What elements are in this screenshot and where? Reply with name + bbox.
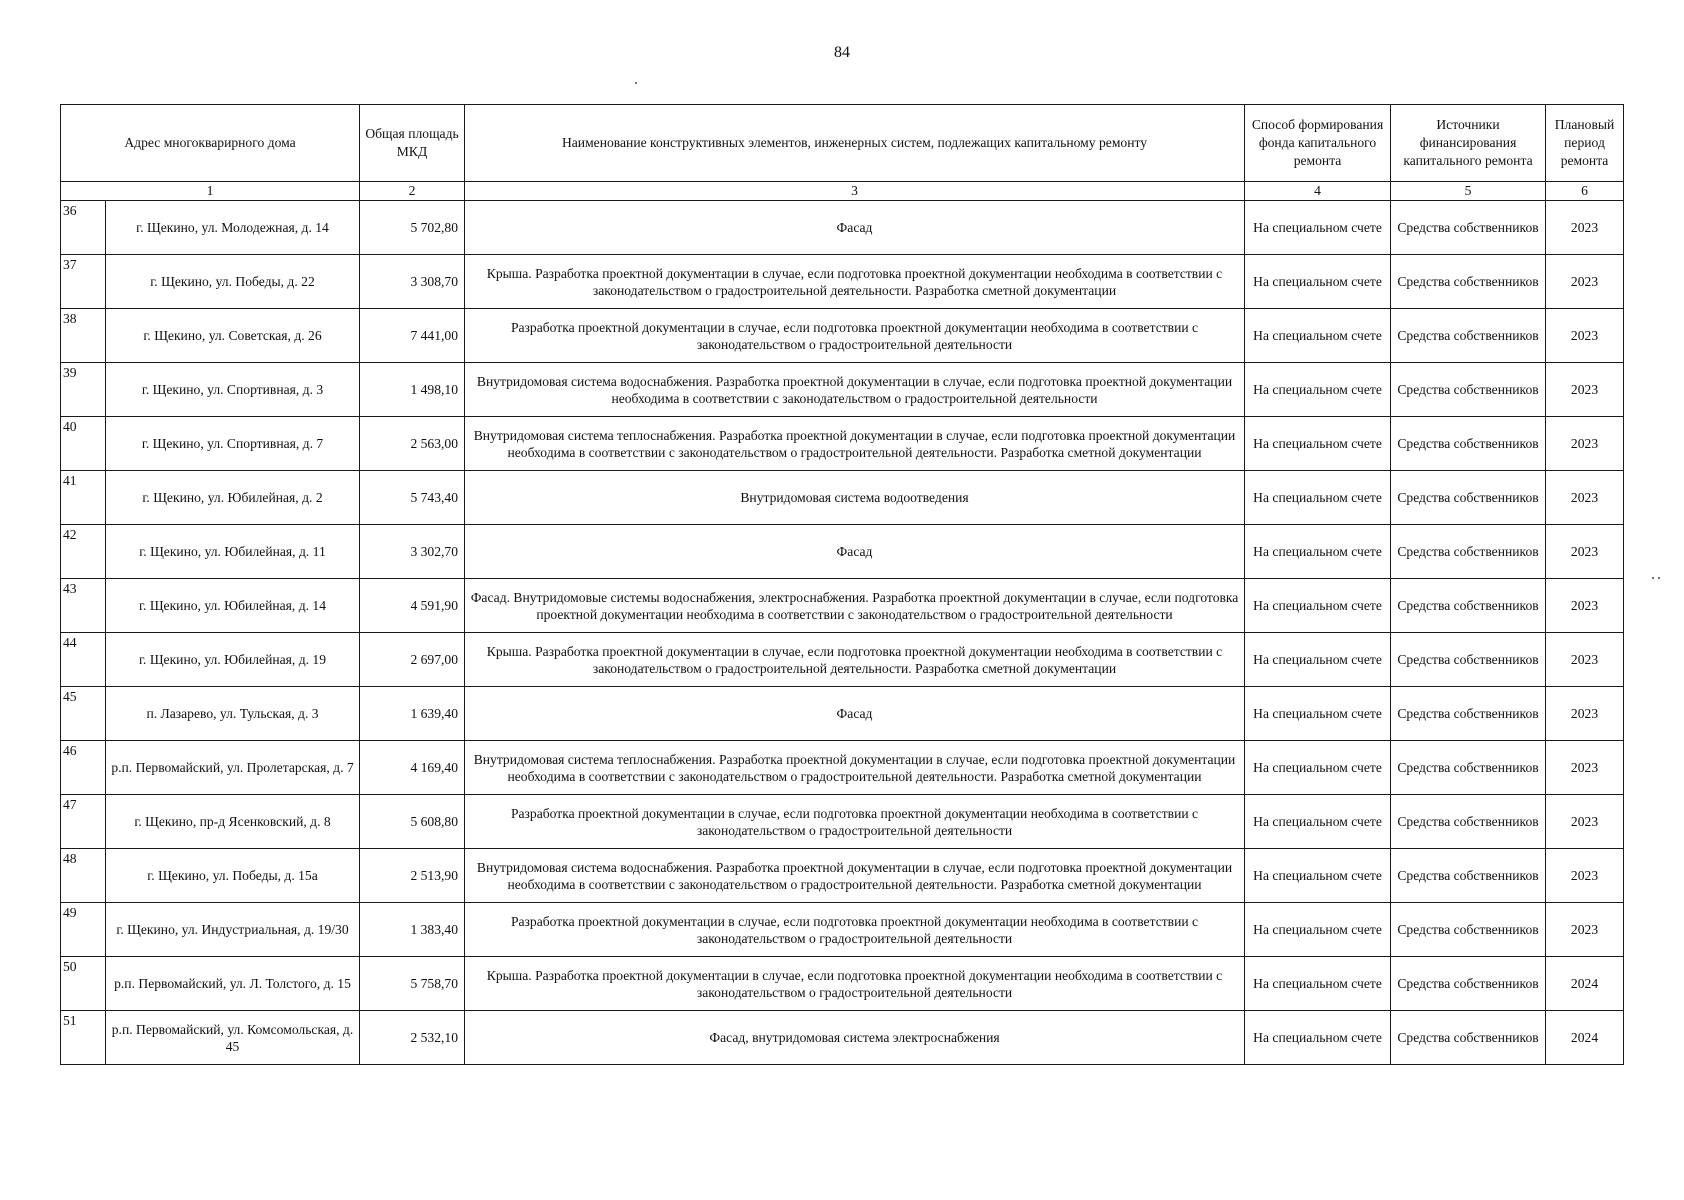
cell-planned-period: 2023 — [1546, 579, 1624, 633]
cell-funding-method: На специальном счете — [1245, 687, 1391, 741]
cell-elements: Разработка проектной документации в случае, если подготовка проектной документации необходима в соответствии с законодательством о градостроительной деятельности — [465, 309, 1245, 363]
column-number: 2 — [360, 182, 465, 201]
scan-speck — [1658, 577, 1660, 579]
cell-address: г. Щекино, ул. Спортивная, д. 3 — [106, 363, 360, 417]
cell-address: р.п. Первомайский, ул. Л. Толстого, д. 15 — [106, 957, 360, 1011]
cell-area: 3 302,70 — [360, 525, 465, 579]
cell-planned-period: 2023 — [1546, 795, 1624, 849]
cell-area: 5 743,40 — [360, 471, 465, 525]
cell-address: п. Лазарево, ул. Тульская, д. 3 — [106, 687, 360, 741]
cell-planned-period: 2023 — [1546, 849, 1624, 903]
cell-elements: Внутридомовая система теплоснабжения. Разработка проектной документации в случае, если подготовка проектной документации необходима в соответствии с законодательством о градостроительной деятельности. Разработка сметной документации — [465, 741, 1245, 795]
row-number: 51 — [61, 1011, 106, 1065]
cell-funding-method: На специальном счете — [1245, 363, 1391, 417]
table-row — [61, 741, 1624, 795]
cell-elements: Фасад — [465, 201, 1245, 255]
cell-funding-method: На специальном счете — [1245, 1011, 1391, 1065]
row-number: 40 — [61, 417, 106, 471]
row-number: 36 — [61, 201, 106, 255]
cell-funding-source: Средства собственников — [1391, 525, 1546, 579]
row-number: 41 — [61, 471, 106, 525]
table-header-row — [61, 105, 1624, 182]
cell-planned-period: 2023 — [1546, 255, 1624, 309]
cell-funding-source: Средства собственников — [1391, 363, 1546, 417]
row-number: 44 — [61, 633, 106, 687]
table-row — [61, 417, 1624, 471]
column-header-elements: Наименование конструктивных элементов, инженерных систем, подлежащих капитальному ремонту — [465, 105, 1245, 182]
cell-elements: Внутридомовая система водоснабжения. Разработка проектной документации в случае, если подготовка проектной документации необходима в соответствии с законодательством о градостроительной деятельности. Разработка сметной документации — [465, 849, 1245, 903]
cell-planned-period: 2023 — [1546, 417, 1624, 471]
cell-planned-period: 2023 — [1546, 363, 1624, 417]
table-row — [61, 903, 1624, 957]
cell-funding-method: На специальном счете — [1245, 579, 1391, 633]
cell-planned-period: 2023 — [1546, 903, 1624, 957]
cell-elements: Крыша. Разработка проектной документации в случае, если подготовка проектной документации необходима в соответствии с законодательством о градостроительной деятельности — [465, 957, 1245, 1011]
column-header-area: Общая площадь МКД — [360, 105, 465, 182]
cell-funding-source: Средства собственников — [1391, 849, 1546, 903]
row-number: 38 — [61, 309, 106, 363]
table-row — [61, 255, 1624, 309]
cell-planned-period: 2024 — [1546, 1011, 1624, 1065]
table-row — [61, 471, 1624, 525]
cell-area: 5 608,80 — [360, 795, 465, 849]
table-row — [61, 579, 1624, 633]
cell-elements: Фасад — [465, 687, 1245, 741]
cell-address: г. Щекино, ул. Победы, д. 22 — [106, 255, 360, 309]
cell-address: г. Щекино, ул. Юбилейная, д. 2 — [106, 471, 360, 525]
cell-address: г. Щекино, ул. Спортивная, д. 7 — [106, 417, 360, 471]
cell-funding-source: Средства собственников — [1391, 417, 1546, 471]
table-row — [61, 633, 1624, 687]
scan-speck — [635, 82, 637, 84]
cell-area: 4 169,40 — [360, 741, 465, 795]
cell-planned-period: 2023 — [1546, 633, 1624, 687]
row-number: 37 — [61, 255, 106, 309]
column-number: 3 — [465, 182, 1245, 201]
cell-funding-method: На специальном счете — [1245, 903, 1391, 957]
row-number: 43 — [61, 579, 106, 633]
cell-address: р.п. Первомайский, ул. Пролетарская, д. 7 — [106, 741, 360, 795]
column-number: 4 — [1245, 182, 1391, 201]
table-row — [61, 201, 1624, 255]
cell-area: 5 702,80 — [360, 201, 465, 255]
row-number: 47 — [61, 795, 106, 849]
table-row — [61, 957, 1624, 1011]
cell-address: г. Щекино, ул. Юбилейная, д. 14 — [106, 579, 360, 633]
cell-planned-period: 2023 — [1546, 201, 1624, 255]
cell-funding-source: Средства собственников — [1391, 579, 1546, 633]
cell-funding-method: На специальном счете — [1245, 471, 1391, 525]
cell-funding-source: Средства собственников — [1391, 201, 1546, 255]
cell-funding-method: На специальном счете — [1245, 741, 1391, 795]
cell-address: г. Щекино, ул. Юбилейная, д. 19 — [106, 633, 360, 687]
table-row — [61, 525, 1624, 579]
cell-address: г. Щекино, ул. Победы, д. 15а — [106, 849, 360, 903]
cell-area: 4 591,90 — [360, 579, 465, 633]
cell-area: 2 532,10 — [360, 1011, 465, 1065]
cell-planned-period: 2024 — [1546, 957, 1624, 1011]
cell-funding-method: На специальном счете — [1245, 633, 1391, 687]
cell-address: р.п. Первомайский, ул. Комсомольская, д. 45 — [106, 1011, 360, 1065]
cell-area: 7 441,00 — [360, 309, 465, 363]
cell-planned-period: 2023 — [1546, 687, 1624, 741]
row-number: 45 — [61, 687, 106, 741]
cell-funding-method: На специальном счете — [1245, 201, 1391, 255]
column-number-row — [61, 182, 1624, 201]
table-row — [61, 795, 1624, 849]
cell-area: 1 498,10 — [360, 363, 465, 417]
cell-funding-source: Средства собственников — [1391, 1011, 1546, 1065]
cell-planned-period: 2023 — [1546, 471, 1624, 525]
cell-area: 1 639,40 — [360, 687, 465, 741]
cell-funding-method: На специальном счете — [1245, 849, 1391, 903]
cell-area: 2 697,00 — [360, 633, 465, 687]
table-row — [61, 849, 1624, 903]
table-row — [61, 1011, 1624, 1065]
cell-funding-method: На специальном счете — [1245, 525, 1391, 579]
row-number: 46 — [61, 741, 106, 795]
cell-funding-source: Средства собственников — [1391, 471, 1546, 525]
cell-address: г. Щекино, ул. Советская, д. 26 — [106, 309, 360, 363]
cell-elements: Разработка проектной документации в случае, если подготовка проектной документации необходима в соответствии с законодательством о градостроительной деятельности — [465, 903, 1245, 957]
column-number: 5 — [1391, 182, 1546, 201]
cell-address: г. Щекино, ул. Молодежная, д. 14 — [106, 201, 360, 255]
row-number: 49 — [61, 903, 106, 957]
cell-funding-source: Средства собственников — [1391, 633, 1546, 687]
cell-funding-method: На специальном счете — [1245, 795, 1391, 849]
cell-planned-period: 2023 — [1546, 309, 1624, 363]
row-number: 48 — [61, 849, 106, 903]
cell-planned-period: 2023 — [1546, 525, 1624, 579]
cell-area: 5 758,70 — [360, 957, 465, 1011]
cell-funding-source: Средства собственников — [1391, 309, 1546, 363]
cell-area: 1 383,40 — [360, 903, 465, 957]
cell-elements: Фасад, внутридомовая система электроснабжения — [465, 1011, 1245, 1065]
cell-elements: Фасад. Внутридомовые системы водоснабжения, электроснабжения. Разработка проектной документации в случае, если подготовка проектной документации необходима в соответствии с законодательством о градостроительной деятельности — [465, 579, 1245, 633]
cell-funding-source: Средства собственников — [1391, 255, 1546, 309]
row-number: 50 — [61, 957, 106, 1011]
cell-elements: Крыша. Разработка проектной документации в случае, если подготовка проектной документации необходима в соответствии с законодательством о градостроительной деятельности. Разработка сметной документации — [465, 255, 1245, 309]
cell-elements: Разработка проектной документации в случае, если подготовка проектной документации необходима в соответствии с законодательством о градостроительной деятельности — [465, 795, 1245, 849]
cell-funding-method: На специальном счете — [1245, 957, 1391, 1011]
cell-elements: Фасад — [465, 525, 1245, 579]
cell-elements: Внутридомовая система водоотведения — [465, 471, 1245, 525]
table-row — [61, 309, 1624, 363]
cell-funding-method: На специальном счете — [1245, 255, 1391, 309]
cell-funding-source: Средства собственников — [1391, 957, 1546, 1011]
column-header-method: Способ формирования фонда капитального ремонта — [1245, 105, 1391, 182]
cell-funding-source: Средства собственников — [1391, 741, 1546, 795]
cell-funding-source: Средства собственников — [1391, 795, 1546, 849]
column-number: 6 — [1546, 182, 1624, 201]
column-number: 1 — [61, 182, 360, 201]
table-row — [61, 363, 1624, 417]
row-number: 39 — [61, 363, 106, 417]
cell-funding-method: На специальном счете — [1245, 309, 1391, 363]
column-header-address: Адрес многокварирного дома — [61, 105, 360, 182]
scan-speck — [1652, 577, 1654, 579]
column-header-period: Плановый период ремонта — [1546, 105, 1624, 182]
cell-planned-period: 2023 — [1546, 741, 1624, 795]
column-header-source: Источники финансирования капитального ремонта — [1391, 105, 1546, 182]
cell-area: 2 563,00 — [360, 417, 465, 471]
page-number: 84 — [834, 44, 850, 61]
cell-elements: Внутридомовая система теплоснабжения. Разработка проектной документации в случае, если подготовка проектной документации необходима в соответствии с законодательством о градостроительной деятельности. Разработка сметной документации — [465, 417, 1245, 471]
cell-elements: Крыша. Разработка проектной документации в случае, если подготовка проектной документации необходима в соответствии с законодательством о градостроительной деятельности. Разработка сметной документации — [465, 633, 1245, 687]
row-number: 42 — [61, 525, 106, 579]
cell-address: г. Щекино, ул. Индустриальная, д. 19/30 — [106, 903, 360, 957]
cell-address: г. Щекино, ул. Юбилейная, д. 11 — [106, 525, 360, 579]
cell-area: 3 308,70 — [360, 255, 465, 309]
capital-repair-table — [60, 104, 1624, 1065]
cell-area: 2 513,90 — [360, 849, 465, 903]
cell-address: г. Щекино, пр-д Ясенковский, д. 8 — [106, 795, 360, 849]
table-body — [61, 201, 1624, 1065]
cell-funding-method: На специальном счете — [1245, 417, 1391, 471]
cell-funding-source: Средства собственников — [1391, 687, 1546, 741]
cell-funding-source: Средства собственников — [1391, 903, 1546, 957]
table-row — [61, 687, 1624, 741]
cell-elements: Внутридомовая система водоснабжения. Разработка проектной документации в случае, если подготовка проектной документации необходима в соответствии с законодательством о градостроительной деятельности — [465, 363, 1245, 417]
